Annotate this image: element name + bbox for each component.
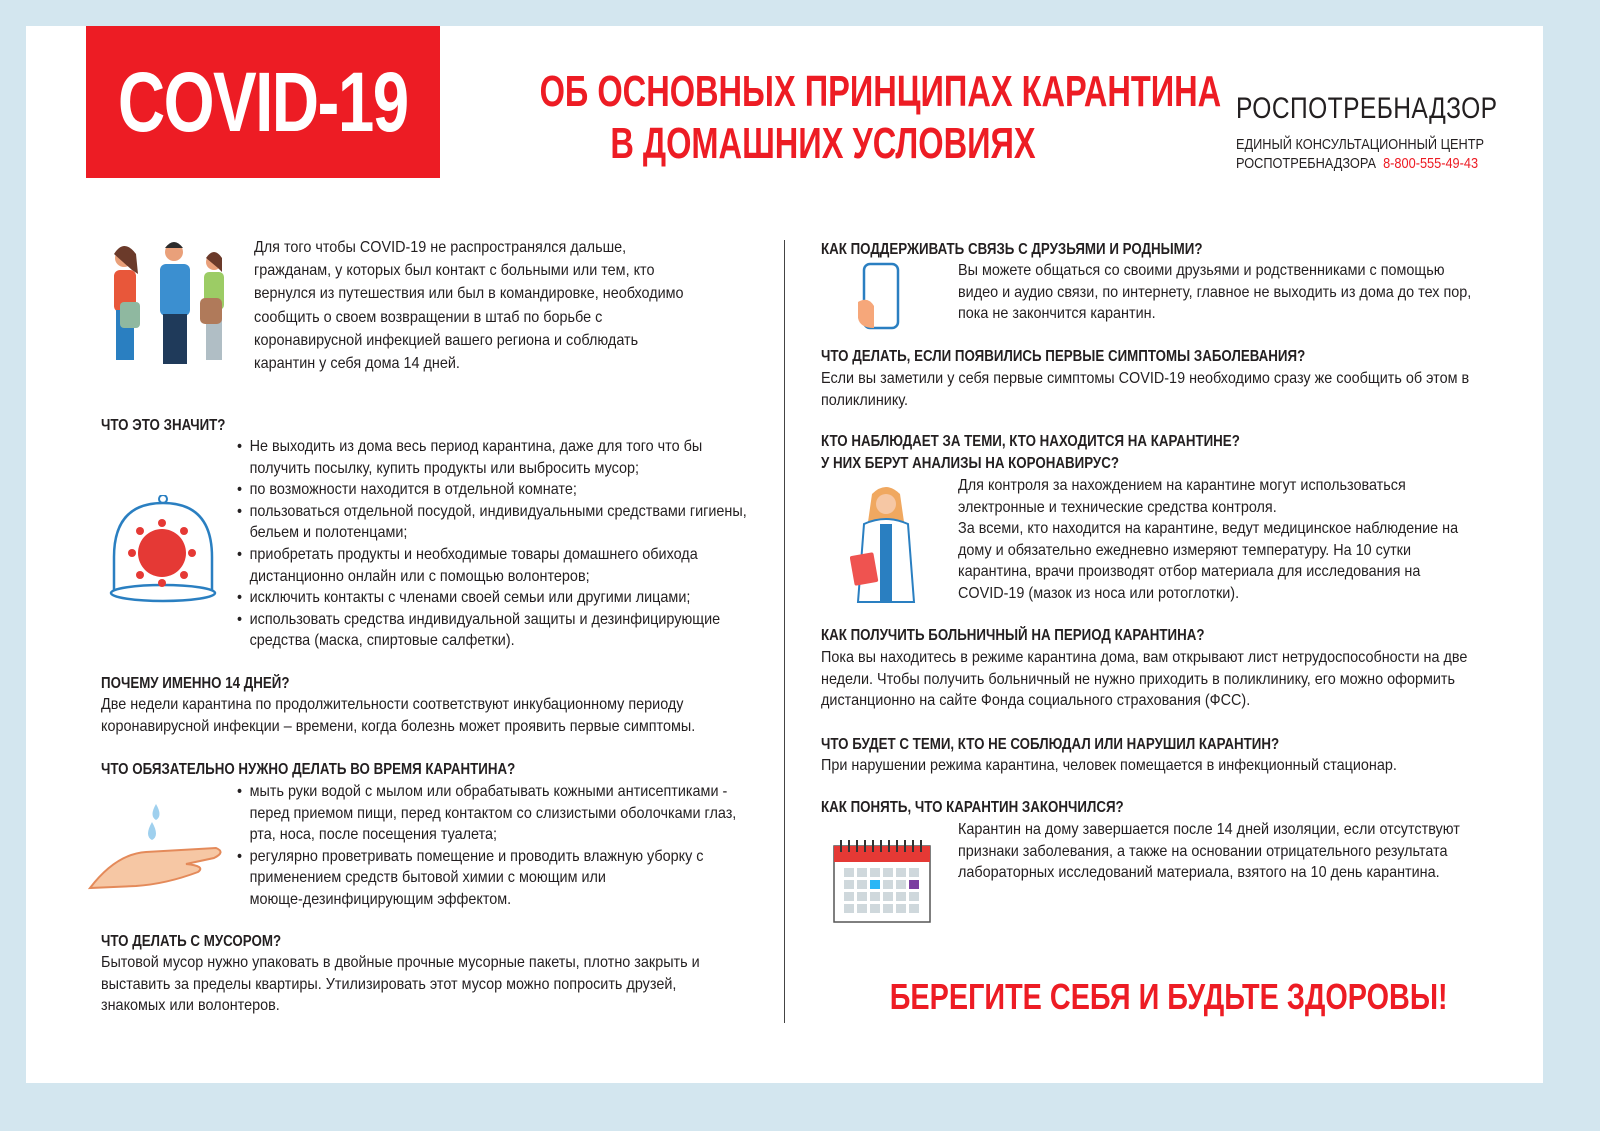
section-text <box>958 475 1458 605</box>
bullet-item <box>237 609 747 652</box>
text-line: электронные и технические средства контроля. <box>958 498 1277 516</box>
consult-center-line: ЕДИНЫЙ КОНСУЛЬТАЦИОННЫЙ ЦЕНТР <box>1236 136 1485 153</box>
bullet-item <box>237 436 747 479</box>
virus-under-dome-icon <box>106 495 220 607</box>
bullet-list <box>237 781 736 911</box>
closing-slogan <box>820 976 1480 1018</box>
covid-logo-text: COVID-19 <box>118 54 408 149</box>
text-line: При нарушении режима карантина, человек помещается в инфекционный стационар. <box>821 757 1397 774</box>
section-text <box>821 647 1467 712</box>
text-line: выставить за пределы квартиры. Утилизировать этот мусор можно попросить друзей, <box>101 975 677 993</box>
calendar-day <box>844 868 854 877</box>
calendar-day <box>896 880 906 889</box>
text-line: карантина, врачи производят отбор материала для исследования на <box>958 563 1421 581</box>
calendar-day <box>883 892 893 901</box>
calendar-day <box>844 904 854 913</box>
section-heading: ПОЧЕМУ ИМЕННО 14 ДНЕЙ? <box>101 675 290 692</box>
calendar-ring <box>864 840 866 852</box>
section-text <box>101 694 695 737</box>
bullet-line: • приобретать продукты и необходимые товары домашнего обихода <box>237 544 747 566</box>
text-line: COVID-19 (мазок из носа или ротоглотки). <box>958 584 1240 602</box>
section-heading: ЧТО БУДЕТ С ТЕМИ, КТО НЕ СОБЛЮДАЛ ИЛИ НАРУШИЛ КАРАНТИН? <box>821 736 1280 753</box>
section-heading: ЧТО ДЕЛАТЬ, ЕСЛИ ПОЯВИЛИСЬ ПЕРВЫЕ СИМПТОМЫ ЗАБОЛЕВАНИЯ? <box>821 348 1306 365</box>
heading-line: КТО НАБЛЮДАЕТ ЗА ТЕМИ, КТО НАХОДИТСЯ НА КАРАНТИНЕ? <box>821 433 1240 450</box>
covid-logo-box <box>86 26 440 178</box>
text-line: признаки заболевания, а также на основании отрицательного результата <box>958 842 1448 860</box>
bullet-line: применением средств бытовой химии с моющим или <box>249 869 606 887</box>
bullet-line: • пользоваться отдельной посудой, индивидуальными средствами гигиены, <box>237 501 747 523</box>
text-line: знакомых или волонтеров. <box>101 997 280 1015</box>
calendar-day <box>909 892 919 901</box>
calendar-ring <box>848 840 850 852</box>
section-heading: КАК ПОЛУЧИТЬ БОЛЬНИЧНЫЙ НА ПЕРИОД КАРАНТИНА? <box>821 627 1205 644</box>
calendar-day <box>883 904 893 913</box>
calendar-day <box>883 868 893 877</box>
slogan-text: БЕРЕГИТЕ СЕБЯ И БУДЬТЕ ЗДОРОВЫ! <box>889 976 1448 1017</box>
calendar-ring <box>912 840 914 852</box>
calendar-day <box>844 892 854 901</box>
bullet-item <box>237 781 736 846</box>
text-line: Пока вы находитесь в режиме карантина дома, вам открывают лист нетрудоспособности на две <box>821 649 1468 666</box>
text-line: гражданам, у которых был контакт с больными или тем, кто <box>254 262 655 280</box>
calendar-icon <box>832 838 932 924</box>
text-line: дому и обязательно ежедневно измеряют температуру. На 10 сутки <box>958 541 1412 559</box>
bullet-line: получить посылку, купить продукты или выбросить мусор; <box>249 459 640 477</box>
section-heading: ЧТО ОБЯЗАТЕЛЬНО НУЖНО ДЕЛАТЬ ВО ВРЕМЯ КАРАНТИНА? <box>101 761 516 778</box>
calendar-ring <box>904 840 906 852</box>
text-line: карантин у себя дома 14 дней. <box>254 355 460 373</box>
bullet-list <box>237 436 747 652</box>
calendar-day <box>870 880 880 889</box>
text-line: Если вы заметили у себя первые симптомы COVID-19 необходимо сразу же сообщить об этом в <box>821 370 1470 387</box>
calendar-ring <box>888 840 890 852</box>
text-line: Для контроля за нахождением на карантине могут использоваться <box>958 477 1406 494</box>
bullet-item <box>237 479 747 501</box>
bullet-line: • использовать средства индивидуальной защиты и дезинфицирующие <box>237 609 747 631</box>
calendar-day <box>909 880 919 889</box>
text-line: Вы можете общаться со своими друзьями и родственниками с помощью <box>958 262 1445 279</box>
calendar-ring <box>880 840 882 852</box>
people-illustration <box>96 240 236 372</box>
calendar-day <box>896 892 906 901</box>
calendar-day <box>896 868 906 877</box>
intro-paragraph <box>254 236 684 375</box>
calendar-day <box>857 892 867 901</box>
title-line: ОБ ОСНОВНЫХ ПРИНЦИПАХ КАРАНТИНА <box>539 67 1222 116</box>
bullet-line: • Не выходить из дома весь период карантина, даже для того что бы <box>237 436 747 458</box>
section-text <box>958 819 1460 884</box>
consult-center-line: РОСПОТРЕБНАДЗОРА <box>1236 155 1376 172</box>
calendar-day <box>857 868 867 877</box>
bullet-item <box>237 587 747 609</box>
bullet-item <box>237 846 736 911</box>
calendar-day <box>883 880 893 889</box>
doctor-illustration <box>850 484 922 608</box>
bullet-line: перед приемом пищи, перед контактом со слизистыми оболочками глаз, <box>249 804 737 822</box>
text-line: За всеми, кто находится на карантине, ведут медицинское наблюдение на <box>958 520 1459 538</box>
text-line: коронавирусной инфекцией вашего региона и соблюдать <box>254 331 639 349</box>
bullet-item <box>237 501 747 544</box>
text-line: Две недели карантина по продолжительности соответствуют инкубационному периоду <box>101 696 684 713</box>
text-line: недели. Чтобы получить больничный не нужно приходить в поликлинику, его можно оформить <box>821 670 1456 688</box>
text-line: вернулся из путешествия или был в командировке, необходимо <box>254 285 684 303</box>
text-line: Бытовой мусор нужно упаковать в двойные прочные мусорные пакеты, плотно закрыть и <box>101 954 700 971</box>
calendar-day <box>909 904 919 913</box>
column-divider <box>784 240 785 1023</box>
bullet-line: • по возможности находится в отдельной комнате; <box>237 479 747 501</box>
section-heading <box>821 431 1240 474</box>
calendar-day <box>870 868 880 877</box>
text-line: лабораторных исследований материала, взятого на 10 день карантина. <box>958 864 1440 882</box>
calendar-day <box>870 892 880 901</box>
bullet-item <box>237 544 747 587</box>
org-name: РОСПОТРЕБНАДЗОР <box>1236 92 1498 125</box>
heading-line: У НИХ БЕРУТ АНАЛИЗЫ НА КОРОНАВИРУС? <box>821 454 1119 472</box>
calendar-day <box>857 880 867 889</box>
section-text <box>958 260 1471 325</box>
bullet-line: моюще-дезинфицирующим эффектом. <box>249 890 512 908</box>
bullet-line: • регулярно проветривать помещение и проводить влажную уборку с <box>237 846 736 868</box>
calendar-ring <box>856 840 858 852</box>
bullet-line: • исключить контакты с членами своей семьи или другими лицами; <box>237 587 747 609</box>
calendar-day <box>896 904 906 913</box>
bullet-line: дистанционно онлайн или с помощью волонтеров; <box>249 567 590 585</box>
consult-center <box>1236 135 1484 173</box>
calendar-day <box>844 880 854 889</box>
bullet-line: • мыть руки водой с мылом или обрабатывать кожными антисептиками - <box>237 781 736 803</box>
text-line: дистанционно на сайте Фонда социального страхования (ФСС). <box>821 692 1251 710</box>
calendar-day <box>870 904 880 913</box>
calendar-ring <box>872 840 874 852</box>
text-line: поликлинику. <box>821 391 909 409</box>
text-line: пока не закончится карантин. <box>958 305 1156 323</box>
bullet-line: средства (маска, спиртовые салфетки). <box>249 632 515 650</box>
page-title <box>440 66 1222 170</box>
smartphone-icon <box>856 262 910 334</box>
text-line: коронавирусной инфекции – времени, когда болезнь может проявить первые симптомы. <box>101 717 696 735</box>
text-line: Карантин на дому завершается после 14 дней изоляции, если отсутствуют <box>958 821 1460 838</box>
section-heading: ЧТО ДЕЛАТЬ С МУСОРОМ? <box>101 933 282 950</box>
text-line: сообщить о своем возвращении в штаб по борьбе с <box>254 308 603 326</box>
text-line: видео и аудио связи, по интернету, главное не выходить из дома до тех пор, <box>958 283 1472 301</box>
section-text <box>821 755 1397 777</box>
calendar-day <box>909 868 919 877</box>
hotline-phone: 8-800-555-49-43 <box>1383 155 1479 172</box>
bullet-line: рта, носа, после посещения туалета; <box>249 826 498 844</box>
calendar-day <box>857 904 867 913</box>
section-heading: КАК ПОДДЕРЖИВАТЬ СВЯЗЬ С ДРУЗЬЯМИ И РОДНЫМИ? <box>821 241 1203 258</box>
calendar-ring <box>896 840 898 852</box>
title-line: В ДОМАШНИХ УСЛОВИЯХ <box>610 119 1036 168</box>
bullet-line: бельем и полотенцами; <box>249 524 408 542</box>
section-text <box>101 952 700 1017</box>
section-heading: ЧТО ЭТО ЗНАЧИТ? <box>101 417 226 434</box>
text-line: Для того чтобы COVID-19 не распространялся дальше, <box>254 239 627 256</box>
section-heading: КАК ПОНЯТЬ, ЧТО КАРАНТИН ЗАКОНЧИЛСЯ? <box>821 799 1124 816</box>
washing-hands-icon <box>86 800 228 894</box>
calendar-ring <box>920 840 922 852</box>
section-text <box>821 368 1469 411</box>
calendar-ring <box>840 840 842 852</box>
